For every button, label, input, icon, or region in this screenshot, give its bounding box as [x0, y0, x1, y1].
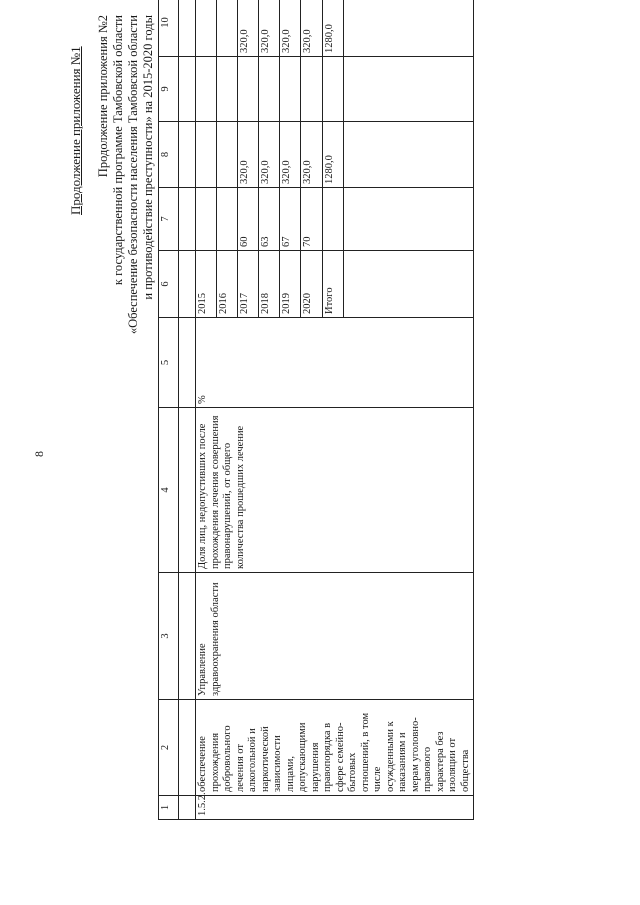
indicator-name: Доля лиц, недопустивших после прохождения лечения совершения правонарушений, от общего количества прошедших лечение [196, 408, 474, 573]
funding-col-8 [238, 57, 259, 122]
funding-col-8 [259, 57, 280, 122]
column-number: 4 [159, 408, 179, 573]
executor: Управление здравоохранения области [196, 573, 474, 700]
column-number-row [159, 0, 179, 820]
funding-total: 320,0 [301, 122, 322, 188]
continuation-line: Продолжение приложения №2 [96, 15, 110, 178]
column-number: 6 [159, 251, 179, 318]
funding-total: 320,0 [259, 122, 280, 188]
column-number: 9 [159, 57, 179, 122]
indicator-value [196, 188, 217, 251]
funding-total [217, 122, 238, 188]
funding-total: 320,0 [280, 122, 301, 188]
funding-col-8 [217, 57, 238, 122]
column-number: 1 [159, 796, 179, 820]
column-number: 3 [159, 573, 179, 700]
funding-col-9: 1280,0 [322, 0, 343, 57]
continuation-line: к государственной программе Тамбовской области [111, 15, 125, 286]
funding-col-9: 320,0 [238, 0, 259, 57]
funding-col-8 [280, 57, 301, 122]
column-number: 2 [159, 700, 179, 796]
funding-col-8 [301, 57, 322, 122]
funding-col-9 [196, 0, 217, 57]
column-number: 8 [159, 122, 179, 188]
column-number: 5 [159, 318, 179, 408]
funding-total: 1280,0 [322, 122, 343, 188]
indicator-value: 63 [259, 188, 280, 251]
table-row [196, 0, 217, 820]
column-number: 10 [159, 0, 179, 57]
continuation-line: «Обеспечение безопасности населения Тамбовской области [126, 15, 140, 335]
funding-total: 320,0 [238, 122, 259, 188]
measure-name: обеспечение прохождения добровольного лечения от алкогольной и наркотической зависимости лицами, допускающими нарушения правопорядка в сфере семейно-бытовых отношений, в том числе осужденными к наказаниям и мерам уголовно-правового характера без изоляции от общества [196, 700, 474, 796]
program-table [158, 0, 474, 820]
year-cell: 2020 [301, 251, 322, 318]
indicator-value [322, 188, 343, 251]
indicator-value: 70 [301, 188, 322, 251]
year-cell: 2018 [259, 251, 280, 318]
column-number: 7 [159, 188, 179, 251]
year-cell: 2015 [196, 251, 217, 318]
indicator-value: 60 [238, 188, 259, 251]
continuation-line: и противодействие преступности» на 2015-2020 годы [141, 15, 155, 300]
funding-col-9: 320,0 [301, 0, 322, 57]
year-cell: 2016 [217, 251, 238, 318]
funding-col-8 [322, 57, 343, 122]
row-number: 1.5.2. [196, 796, 474, 820]
unit: % [196, 318, 474, 408]
funding-col-9: 320,0 [280, 0, 301, 57]
year-cell: Итого [322, 251, 343, 318]
funding-total [196, 122, 217, 188]
spacer-row [179, 0, 196, 820]
year-cell: 2017 [238, 251, 259, 318]
funding-col-9 [217, 0, 238, 57]
page-number: 8 [32, 451, 46, 457]
indicator-value: 67 [280, 188, 301, 251]
continuation-header-2 [96, 15, 156, 365]
funding-col-8 [196, 57, 217, 122]
indicator-value [217, 188, 238, 251]
funding-col-9: 320,0 [259, 0, 280, 57]
year-cell: 2019 [280, 251, 301, 318]
continuation-header-1: Продолжение приложения №1 [68, 46, 83, 215]
